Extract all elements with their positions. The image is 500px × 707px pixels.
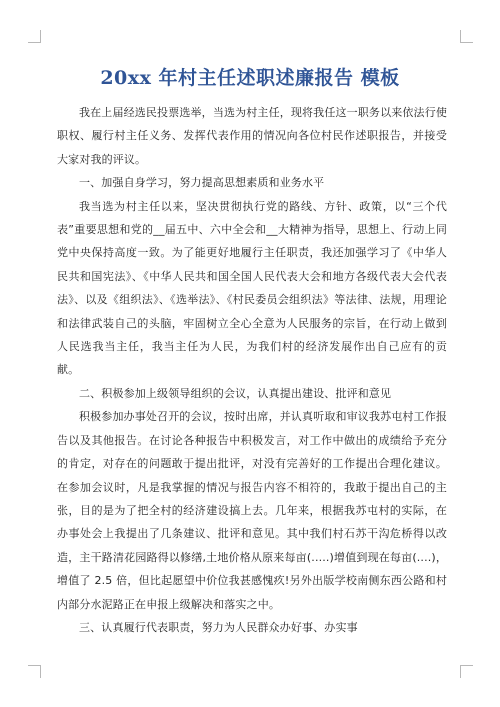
paragraph-section-2: 积极参加办事处召开的会议，按时出席，并认真听取和审议我苏屯村工作报告以及其他报告。在讨论各种报告中积极发言，对工作中做出的成绩给予充分的肯定，对存在的问题敢于提出批评，对没有完善好的工作提出合理化建议。在参加会议时，凡是我掌握的情况与报告内容不相符的，我敢于提出自己的主张，目的是为了把全村的经济建设搞上去。几年来，根据我苏屯村的实际，在办事处会上我提出了几条建议、批评和意见。其中我们村石苏干沟危桥得以改造，主干路清花园路得以修缮,土地价格从原来每亩(.....)增值到现在每亩(....)，增值了 2.5 倍，但比起愿望中价位我甚感愧疚!另外出版学校南侧东西公路和村内部分水泥路正在申报上级解决和落实之中。 [57,410,447,611]
crop-mark-top-left [28,30,41,43]
crop-mark-bottom-right [460,665,473,678]
paragraph-section-1: 我当选为村主任以来，坚决贯彻执行党的路线、方针、政策，以“三个代表”重要思想和党的__届五中、六中全会和__大精神为指导，思想上、行动上同党中央保持高度一致。为了能更好地履行主任职责，我还加强学习了《中华人民共和国宪法》、《中华人民共和国全国人民代表大会和地方各级代表大会代表法》、以及《组织法》、《选举法》、《村民委员会组织法》等法律、法规，用理论和法律武装自己的头脑，牢固树立全心全意为人民服务的宗旨，在行动上做到人民选我当主任，我当主任为人民，为我们村的经济发展作出自己应有的贡献。 [57,199,447,377]
crop-mark-bottom-left [28,665,41,678]
document-title: 20xx 年村主任述职述廉报告 模板 [100,67,400,89]
section-heading-3: 三、认真履行代表职责，努力为人民群众办好事、办实事 [79,620,358,634]
paragraph-intro: 我在上届经选民投票选举，当选为村主任，现将我任这一职务以来依法行使职权、履行村主任义务、发挥代表作用的情况向各位村民作述职报告，并接受大家对我的评议。 [57,106,447,166]
document-body [57,101,447,639]
section-heading-2: 二、积极参加上级领导组织的会议，认真提出建设、批评和意见 [79,386,392,400]
section-heading-1: 一、加强自身学习，努力提高思想素质和业务水平 [79,176,325,190]
crop-mark-top-right [460,30,473,43]
